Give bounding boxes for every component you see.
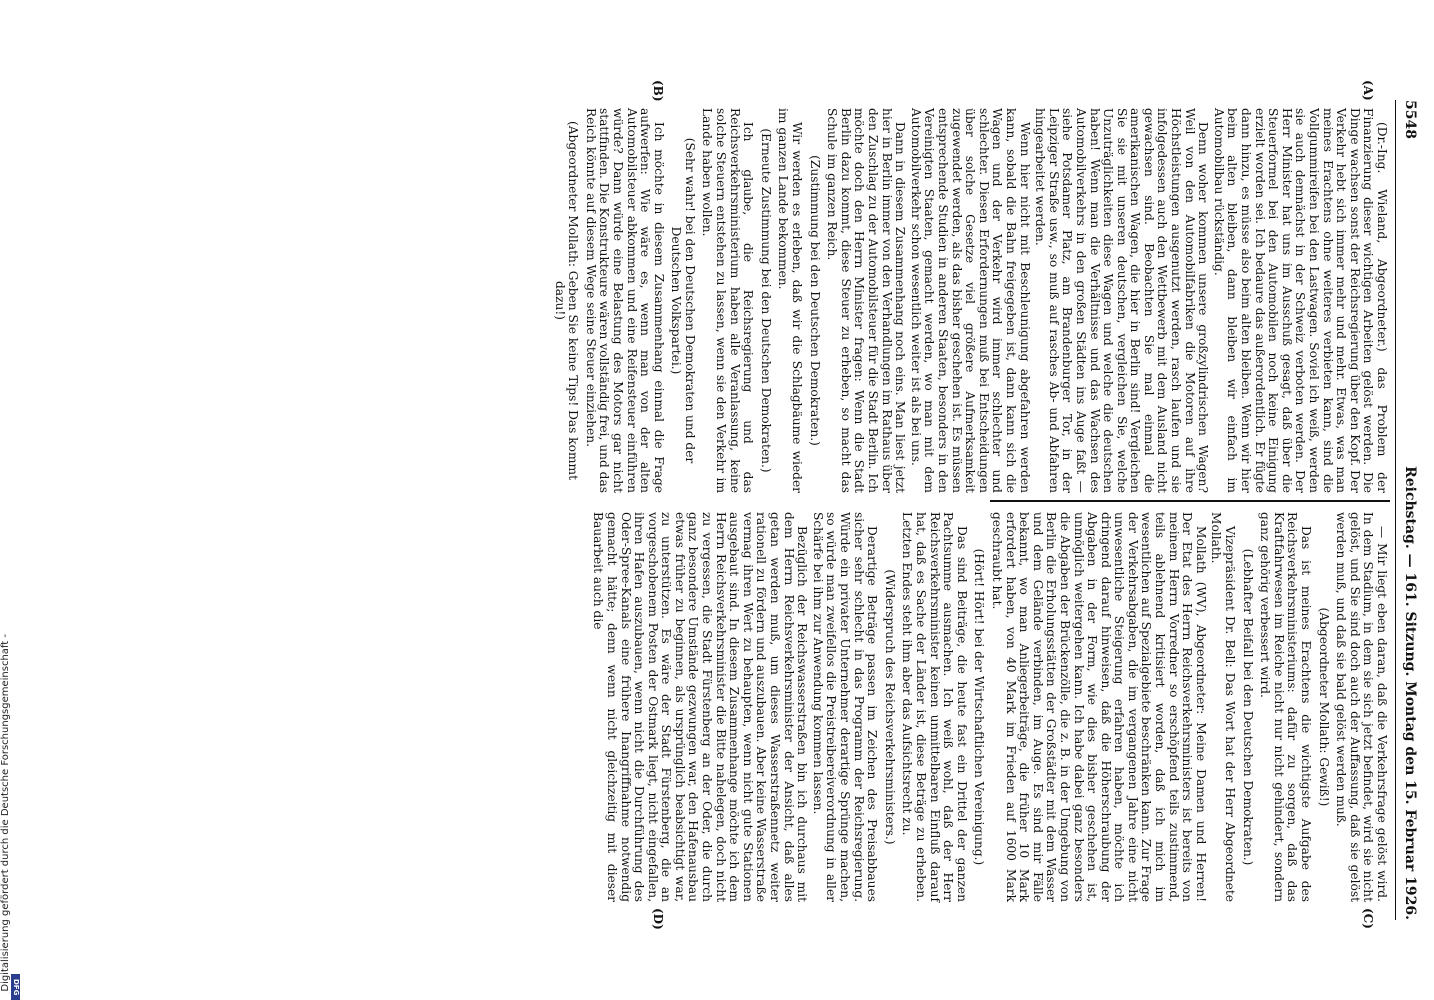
paragraph: Das ist meines Erachtens die wichtigste Aufgabe des Reichsverkehrsministeriums: dafür zu sorgen, daß das Kraftfahrwesen im Reiche nicht nur nicht gehindert, sondern ganz gehörig verbessert wird. bbox=[1258, 512, 1314, 902]
digitization-credit bbox=[0, 0, 20, 1000]
margin-mark-a: (A) bbox=[1361, 80, 1375, 101]
paragraph: Derartige Beträge passen im Zeichen des Preisabbaues sicher sehr schlecht in das Programm der Reichsregierung. Würde ein privater Unternehmer derartige Sprünge machen, so würde man zweifellos die Preistreibereiverordnung in aller Schärfe bei ihm zur Anwendung kommen lassen. bbox=[810, 512, 880, 902]
dfg-logo: DFG bbox=[11, 974, 20, 1000]
paragraph: Bezüglich der Reichswasserstraßen bin ich durchaus mit dem Herrn Reichsverkehrsminister der Ansicht, daß alles getan werden muß, um dieses Wasserstraßennetz weiter rationell zu fördern und auszubauen. Aber keine Wasserstraße vermag ihren Wert zu behaupten, wenn nicht gute Stationen ausgebaut sind. In diesem Zusammenhange möchte ich dem Herrn Reichsverkehrsminister die Bitte nahelegen, doch nicht zu vergessen, die Stadt Fürstenberg an der Oder, die durch ganz besondere Umstände gezwungen war, den Hafenausbau etwas früher zu beginnen, als ursprünglich beabsichtigt war, zu unterstützen. Es wäre der Stadt Fürstenberg, die an vorgeschobenem Posten der Ostmark liegt, nicht eingefallen, ihren Hafen auszubauen, wenn nicht die Durchführung des Oder-Spree-Kanals eine frühere Inangriffnahme notwendig gemacht hätte; denn wenn nicht gleichzeitig mit dieser Bauarbeit auch die bbox=[591, 512, 810, 902]
margin-mark-c: (C) bbox=[1361, 908, 1375, 929]
left-column bbox=[548, 108, 1388, 493]
margin-mark-d: (D) bbox=[651, 908, 665, 930]
right-column bbox=[589, 512, 1388, 902]
paragraph: — Mir liegt eben daran, daß die Verkehrsfrage gelöst wird. In dem Stadium, in dem sie sich jetzt befindet, wird sie nicht gelöst, und Sie sind doch auch der Auffassung, daß sie gelöst werden muß, und daß sie bald gelöst werden muß. bbox=[1334, 512, 1389, 902]
rotated-page bbox=[34, 0, 1434, 1000]
paragraph: Das sind Beiträge, die heute fast ein Drittel der ganzen Pachtsumme ausmachen. Ich weiß wohl, daß der Herr Reichsverkehrsminister keinen unmittelbaren Einfluß darauf hat, daß es Sache der Länder ist, diese Beträge zu erheben. Letzten Endes steht ihm aber das Aufsichtsrecht zu. bbox=[900, 512, 969, 902]
scanned-page bbox=[30, 0, 1434, 1000]
page-header bbox=[1395, 100, 1416, 920]
interjection: (Abgeordneter Mollath: Geben Sie keine Tips! Das kommt dazu!) bbox=[552, 120, 581, 481]
interjection: (Hört! Hört! bei der Wirtschaftlichen Vereinigung.) bbox=[972, 548, 987, 866]
margin-mark-b: (B) bbox=[651, 80, 665, 102]
paragraph: Dann in diesem Zusammenhang noch eins. Man liest jetzt hier in Berlin immer von den Verhandlungen im Rathaus über den Zuschlag zu der Automobilsteuer für die Stadt Berlin. Ich möchte doch den Herrn Minister fragen: Wenn die Stadt Berlin dazu kommt, diese Steuer zu erheben, so macht das Schule im ganzen Reich. bbox=[825, 108, 908, 493]
page-number: 5548 bbox=[1402, 100, 1418, 139]
credit-text: Digitalisierung gefördert durch die Deutsche Forschungsgemeinschaft - bbox=[0, 634, 11, 992]
header-title: Reichstag. — 161. Sitzung. Montag den 15. Februar 1926. bbox=[1402, 466, 1418, 920]
paragraph: Vizepräsident Dr. Bell: Das Wort hat der Herr Abgeordnete Mollath. bbox=[1209, 512, 1238, 902]
paragraph: Wir werden es erleben, daß wir die Schlagbäume wieder im ganzen Lande bekommen. bbox=[776, 108, 805, 493]
paragraph: Denn woher kommen unsere großzylindrischen Wagen? Weil von den Automobilfabriken die Motoren auf ihre Höchstleistungen ausgenutzt werden, rasch laufen und sie infolgedessen auch den Wettbewerb mit dem Ausland nicht gewachsen sind. Beobachten Sie mal einmal die amerikanischen Wagen, die hier in Berlin sind! Vergleichen Sie sie mit unseren deutschen, vergleichen Sie, welche Unzuträglichkeiten diese Wagen und welche die deutschen haben! Wenn man die Verhältnisse und das Wachsen des Automobilverkehrs in den großen Städten ins Auge faßt — siehe Potsdamer Platz, am Brandenburger Tor, in der Leipziger Straße usw., so muß auf rasches Ab- und Abfahren hingearbeitet werden. bbox=[1033, 108, 1211, 493]
interjection: (Widerspruch des Reichsverkehrsministers.) bbox=[882, 569, 897, 845]
paragraph: Ich möchte in diesem Zusammenhang einmal die Frage aufwerfen: Wie wäre es, wenn man von der alten Automobilsteuer abkommen und eine Reifensteuer einführen würde? Dann würde eine Belastung des Motors gar nicht stattfinden. Die Konstrukteure wären vollständig frei, und das Reich könnte auf diesem Wege seine Steuer einziehen. bbox=[583, 108, 666, 493]
interjection: (Erneute Zustimmung bei den Deutschen Demokraten.) bbox=[758, 128, 773, 473]
interjection: (Lebhafter Beifall bei den Deutschen Demokraten.) bbox=[1240, 548, 1255, 866]
interjection: (Zustimmung bei den Deutschen Demokraten.) bbox=[807, 155, 822, 446]
paragraph: Mollath (WV), Abgeordneter: Meine Damen und Herren! Der Etat des Herrn Reichsverkehrsministers ist bereits von meinem Herrn Vorredner so erschöpfend teils zustimmend, teils ablehnend kritisiert worden, daß ich mich im wesentlichen auf Spezialgebiete beschränken kann. Zur Frage der Verkehrsabgaben, die im vergangenen Jahre eine nicht unwesentliche Steigerung erfahren haben, möchte ich dringend darauf hinweisen, daß die Höherschraubung der Abgaben in der Form, wie dies bisher geschehen ist, unmöglich weitergehen kann. Ich habe dabei ganz besonders die Abgaben der Brückenzölle, die z. B. in der Umgebung von Berlin die Erholungsstätten der Großstädter mit dem Wasser und dem Gelände verbinden, im Auge. Es sind mir Fälle bekannt, wo man Anliegerbeiträge, die früher 10 Mark erfordert haben, von 40 Mark im Frieden auf 1600 Mark geschraubt hat. bbox=[989, 512, 1208, 902]
paragraph: (Dr.-Ing. Wieland, Abgeordneter.) das Problem der Finanzierung dieser wichtigen Arbeiten gelöst werden. Die Dinge wachsen sonst der Reichsregierung über den Kopf. Der Verkehr hebt sich immer mehr und mehr. Etwas, was man meines Erachtens ohne weiteres verbieten kann, sind die Vollgummireifen bei den Lastwagen. Soviel ich weiß, werden sie auch demnächst in der Schweiz verboten werden. Der Herr Minister hat uns im Ausschuß gesagt, daß über die Steuerformel bei den Automobilen noch keine Einigung erzielt worden sei. Ich bedaure das außerordentlich. Er fügte dann hinzu, es müsse also beim alten bleiben. Wenn wir hier beim alten bleiben, dann bleiben wir einfach im Automobilbau rückständig. bbox=[1211, 108, 1389, 493]
interjection: (Sehr wahr! bei den Deutschen Demokraten und der Deutschen Volkspartei.) bbox=[669, 137, 697, 464]
paragraph: Ich glaube, die Reichsregierung und das Reichsverkehrsministerium haben alle Veranlassung, keine solche Steuern entstehen zu lassen, wenn sie den Verkehr im Lande haben wollen. bbox=[700, 108, 756, 493]
paragraph: Wenn hier nicht mit Beschleunigung abgefahren werden kann, sobald die Bahn freigegeben ist, dann kann sich die Wagen und der Verkehr wird immer schlechter und schlechter. Diesen Erfordernungen muß bei Entscheidungen über solche Gesetze viel größere Aufmerksamkeit zugewendet werden, als das bisher geschehen ist. Es müssen entsprechende Studien in anderen Staaten, besonders in den Vereinigten Staaten, gemacht werden, wo man mit dem Automobilverkehr schon wesentlich weiter ist als bei uns. bbox=[908, 108, 1032, 493]
column-divider bbox=[990, 500, 1390, 502]
interjection: (Abgeordneter Mollath: Gewiß!) bbox=[1316, 607, 1331, 807]
